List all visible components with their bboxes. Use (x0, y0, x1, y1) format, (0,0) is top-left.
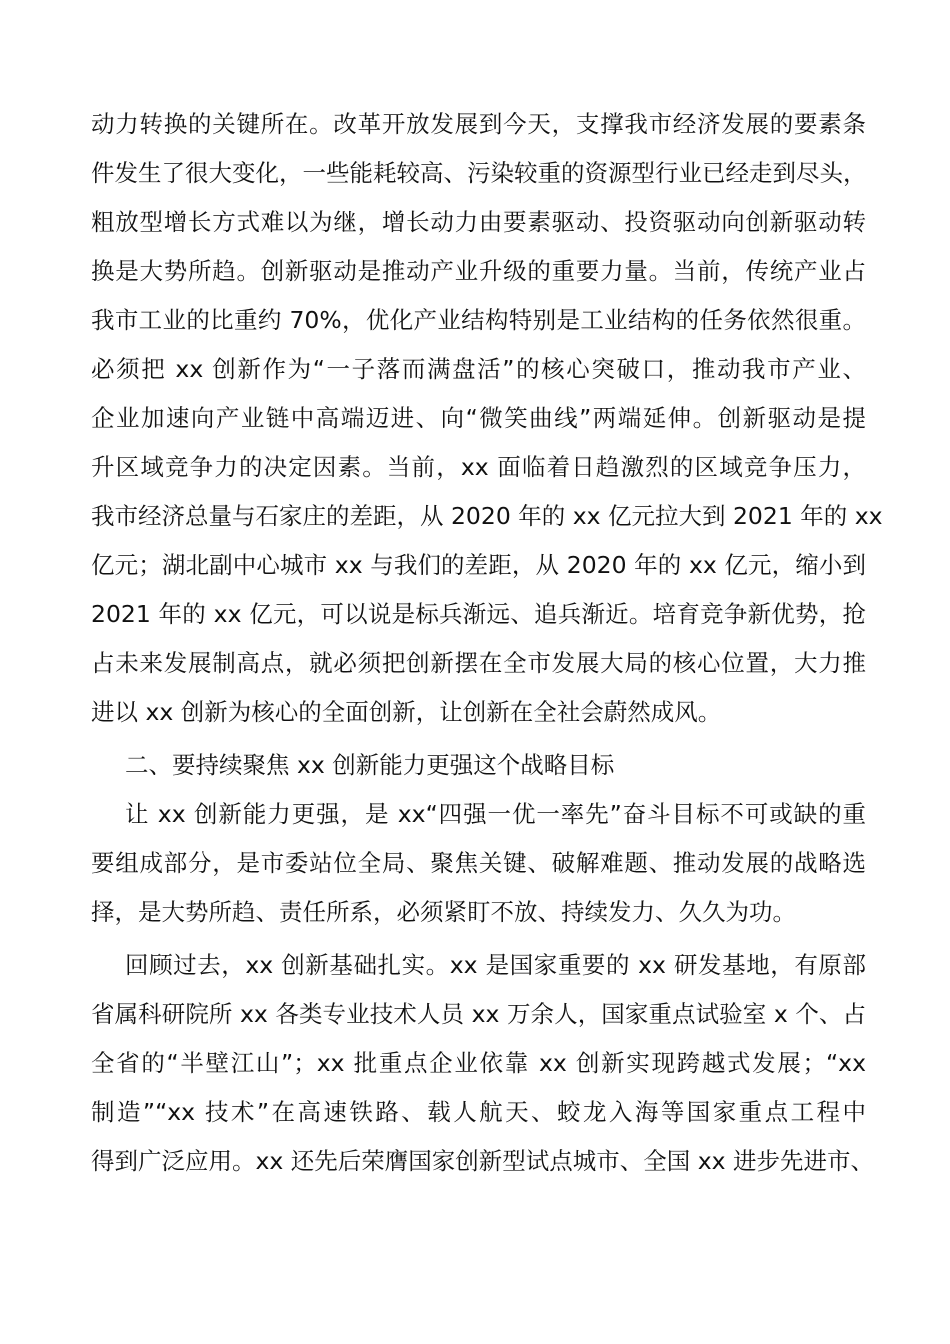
text-line: 升区域竞争力的决定因素。当前，xx 面临着日趋激烈的区域竞争压力， (91, 453, 866, 481)
text-line: 省属科研院所 xx 各类专业技术人员 xx 万余人，国家重点试验室 x 个、占 (91, 1000, 866, 1028)
text-line: 得到广泛应用。xx 还先后荣膺国家创新型试点城市、全国 xx 进步先进市、 (91, 1147, 875, 1175)
text-line: 2021 年的 xx 亿元，可以说是标兵渐远、追兵渐近。培育竞争新优势，抢 (91, 600, 866, 628)
text-line: 动力转换的关键所在。改革开放发展到今天，支撑我市经济发展的要素条 (91, 110, 866, 138)
text-line: 全省的“半壁江山”；xx 批重点企业依靠 xx 创新实现跨越式发展；“xx (91, 1049, 866, 1077)
text-line: 让 xx 创新能力更强，是 xx“四强一优一率先”奋斗目标不可或缺的重 (125, 800, 866, 828)
text-line: 换是大势所趋。创新驱动是推动产业升级的重要力量。当前，传统产业占 (91, 257, 866, 285)
text-line: 择，是大势所趋、责任所系，必须紧盯不放、持续发力、久久为功。 (91, 898, 796, 926)
text-line: 企业加速向产业链中高端迈进、向“微笑曲线”两端延伸。创新驱动是提 (91, 404, 866, 432)
text-line: 进以 xx 创新为核心的全面创新，让创新在全社会蔚然成风。 (91, 698, 722, 726)
text-line: 回顾过去，xx 创新基础扎实。xx 是国家重要的 xx 研发基地，有原部 (125, 951, 866, 979)
text-line: 件发生了很大变化，一些能耗较高、污染较重的资源型行业已经走到尽头， (91, 159, 867, 187)
text-line: 占未来发展制高点，就必须把创新摆在全市发展大局的核心位置，大力推 (91, 649, 866, 677)
text-line: 粗放型增长方式难以为继，增长动力由要素驱动、投资驱动向创新驱动转 (91, 208, 866, 236)
text-line: 我市工业的比重约 70%，优化产业结构特别是工业结构的任务依然很重。 (91, 306, 866, 334)
section-heading: 二、要持续聚焦 xx 创新能力更强这个战略目标 (125, 751, 615, 779)
text-line: 制造”“xx 技术”在高速铁路、载人航天、蛟龙入海等国家重点工程中 (91, 1098, 866, 1126)
text-line: 我市经济总量与石家庄的差距，从 2020 年的 xx 亿元拉大到 2021 年的 xx (91, 502, 883, 530)
text-line: 亿元；湖北副中心城市 xx 与我们的差距，从 2020 年的 xx 亿元，缩小到 (91, 551, 866, 579)
text-line: 要组成部分，是市委站位全局、聚焦关键、破解难题、推动发展的战略选 (91, 849, 866, 877)
text-line: 必须把 xx 创新作为“一子落而满盘活”的核心突破口，推动我市产业、 (91, 355, 866, 383)
